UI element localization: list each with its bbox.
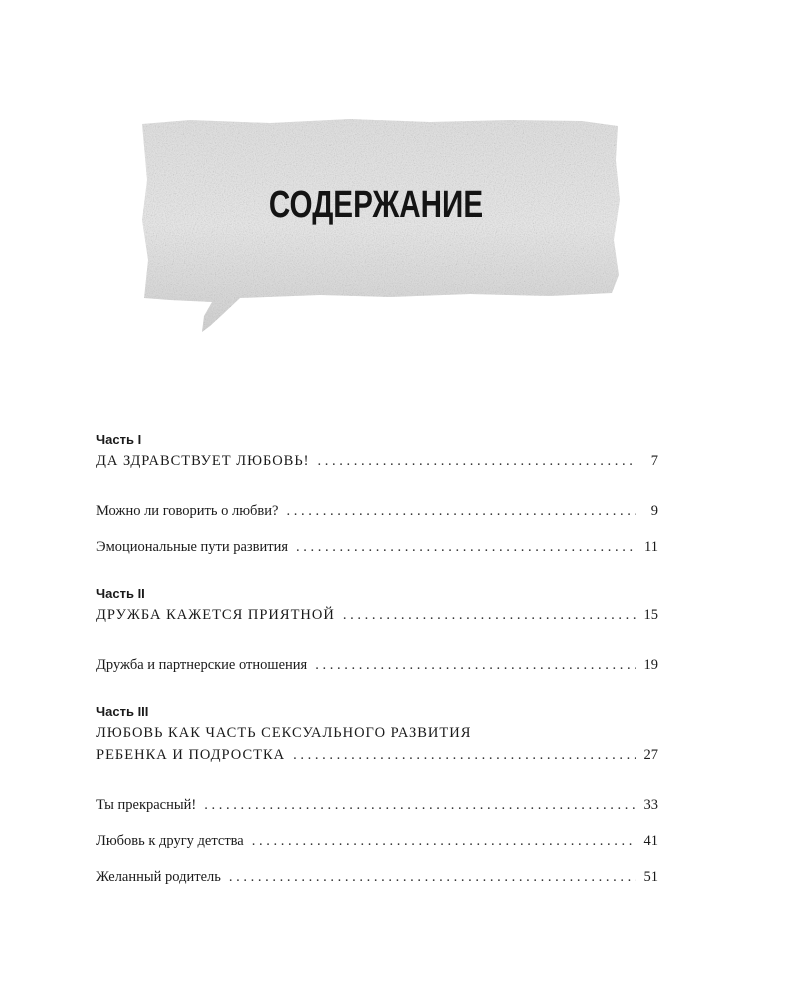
toc-entry-chapter[interactable] — [96, 536, 658, 558]
part-label: Часть I — [96, 432, 142, 447]
part-label: Часть III — [96, 704, 149, 719]
entry-title-line: ЛЮБОВЬ КАК ЧАСТЬ СЕКСУАЛЬНОГО РАЗВИТИЯ — [96, 725, 472, 741]
toc-entry-chapter[interactable] — [96, 794, 658, 816]
entry-title: Эмоциональные пути развития — [96, 539, 289, 555]
page-number: 41 — [643, 833, 658, 849]
dot-leader — [204, 794, 636, 816]
toc-entry-part-title[interactable] — [96, 450, 658, 472]
entry-title: РЕБЕНКА И ПОДРОСТКА — [96, 747, 286, 763]
dot-leader — [318, 450, 636, 472]
toc-entry-chapter[interactable] — [96, 654, 658, 676]
page-number: 9 — [650, 503, 658, 519]
dot-leader — [296, 536, 636, 558]
page-number: 27 — [643, 747, 658, 763]
dot-leader — [252, 830, 636, 852]
page-title: СОДЕРЖАНИЕ — [268, 183, 484, 226]
entry-title: Желанный родитель — [96, 869, 221, 885]
heading-banner — [130, 110, 630, 350]
page-number: 33 — [643, 797, 658, 813]
toc-entry-part-title[interactable] — [96, 744, 658, 766]
toc-entry-part-title[interactable] — [96, 604, 658, 626]
entry-title: ДРУЖБА КАЖЕТСЯ ПРИЯТНОЙ — [96, 607, 335, 623]
entry-title: ДА ЗДРАВСТВУЕТ ЛЮБОВЬ! — [96, 453, 310, 469]
dot-leader — [343, 604, 636, 626]
entry-title: Ты прекрасный! — [96, 797, 197, 813]
toc-entry-chapter[interactable] — [96, 500, 658, 522]
dot-leader — [315, 654, 636, 676]
toc-entry-chapter[interactable] — [96, 866, 658, 888]
dot-leader — [286, 500, 636, 522]
part-label: Часть II — [96, 586, 145, 601]
entry-title: Дружба и партнерские отношения — [96, 657, 308, 673]
entry-title: Можно ли говорить о любви? — [96, 503, 279, 519]
page-number: 51 — [643, 869, 658, 885]
page-number: 19 — [643, 657, 658, 673]
page-number: 15 — [643, 607, 658, 623]
page-number: 11 — [644, 539, 658, 555]
entry-title: Любовь к другу детства — [96, 833, 244, 849]
page-number: 7 — [650, 453, 658, 469]
dot-leader — [293, 744, 636, 766]
toc-entry-chapter[interactable] — [96, 830, 658, 852]
dot-leader — [229, 866, 636, 888]
table-of-contents — [96, 430, 658, 888]
